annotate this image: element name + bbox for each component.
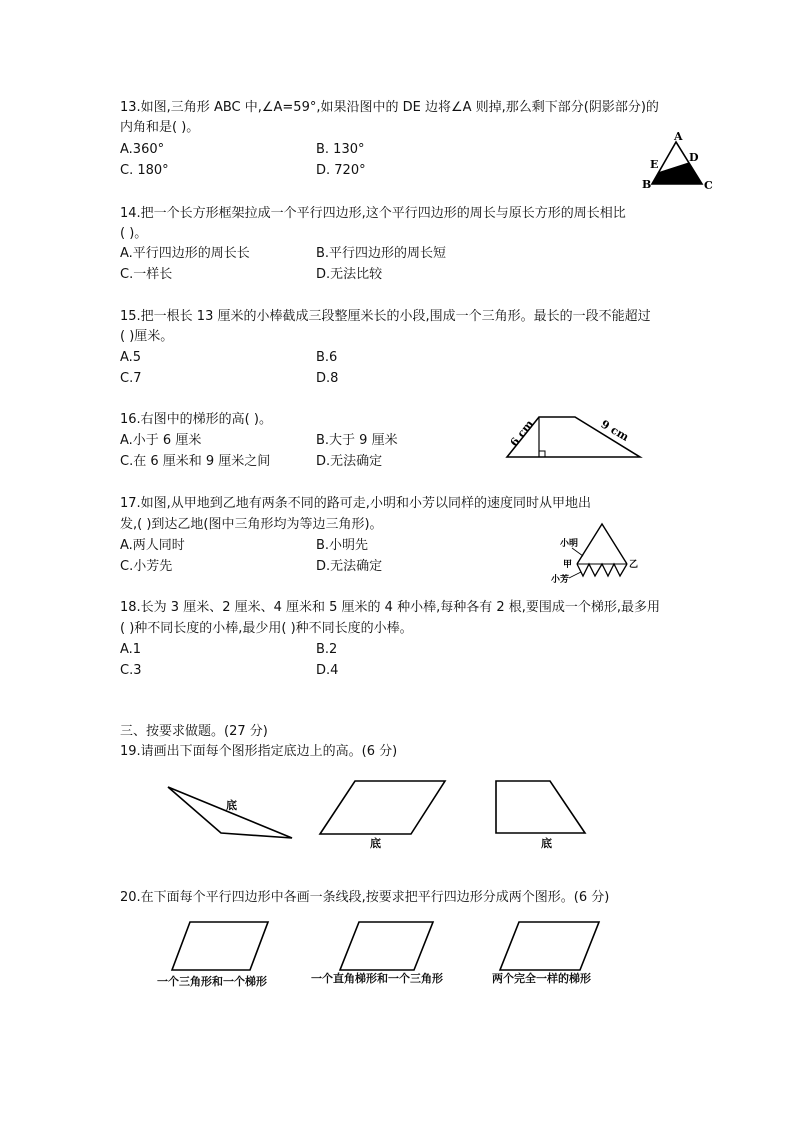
q19-base-label-2: 底 bbox=[370, 837, 381, 850]
q15-option-d: D.8 bbox=[316, 371, 339, 386]
q20-caption-3: 两个完全一样的梯形 bbox=[492, 972, 591, 985]
q15-option-b: B.6 bbox=[316, 350, 338, 365]
q17-label-jia: 甲 bbox=[563, 560, 573, 570]
q19-base-label-3: 底 bbox=[541, 837, 552, 850]
q19-stem: 19.请画出下面每个图形指定底边上的高。(6 分) bbox=[120, 744, 398, 759]
q17-label-xiaofang: 小芳 bbox=[551, 575, 570, 585]
q14-stem-line1: 14.把一个长方形框架拉成一个平行四边形,这个平行四边形的周长与原长方形的周长相比 bbox=[120, 206, 626, 221]
q18-option-a: A.1 bbox=[120, 642, 142, 657]
q16-option-a: A.小于 6 厘米 bbox=[120, 433, 202, 448]
q13-label-e: E bbox=[650, 158, 659, 171]
q16-label-6cm: 6 cm bbox=[507, 417, 537, 450]
q15-stem-line1: 15.把一根长 13 厘米的小棒截成三段整厘米长的小段,围成一个三角形。最长的一段不能超过 bbox=[120, 309, 651, 324]
q13-option-d: D. 720° bbox=[316, 163, 366, 178]
q20-caption-2: 一个直角梯形和一个三角形 bbox=[311, 972, 443, 985]
q17-option-a: A.两人同时 bbox=[120, 538, 185, 553]
q19-base-label-1: 底 bbox=[226, 799, 237, 812]
q16-option-c: C.在 6 厘米和 9 厘米之间 bbox=[120, 454, 271, 469]
q13-option-a: A.360° bbox=[120, 142, 165, 157]
q13-stem-line1: 13.如图,三角形 ABC 中,∠A=59°,如果沿图中的 DE 边将∠A 则掉,那么剩下部分(阴影部分)的 bbox=[120, 100, 659, 115]
q17-option-c: C.小芳先 bbox=[120, 559, 173, 574]
q15-option-c: C.7 bbox=[120, 371, 142, 386]
q14-option-b: B.平行四边形的周长短 bbox=[316, 246, 447, 261]
q17-label-yi: 乙 bbox=[629, 560, 639, 570]
q19-figures bbox=[155, 778, 645, 850]
q15-option-a: A.5 bbox=[120, 350, 142, 365]
q20-stem: 20.在下面每个平行四边形中各画一条线段,按要求把平行四边形分成两个图形。(6 分) bbox=[120, 890, 610, 905]
q16-option-d: D.无法确定 bbox=[316, 454, 383, 469]
q16-option-b: B.大于 9 厘米 bbox=[316, 433, 398, 448]
q13-label-a: A bbox=[674, 130, 683, 143]
q14-stem-line2: ( )。 bbox=[120, 226, 148, 241]
q16-label-9cm: 9 cm bbox=[598, 417, 631, 444]
q13-label-b: B bbox=[642, 178, 652, 191]
q18-stem-line1: 18.长为 3 厘米、2 厘米、4 厘米和 5 厘米的 4 种小棒,每种各有 2 根,要围成一个梯形,最多用 bbox=[120, 600, 661, 615]
q17-stem-line2: 发,( )到达乙地(图中三角形均为等边三角形)。 bbox=[120, 517, 383, 532]
q15-stem-line2: ( )厘米。 bbox=[120, 329, 174, 344]
q13-option-c: C. 180° bbox=[120, 163, 169, 178]
q14-option-d: D.无法比较 bbox=[316, 267, 383, 282]
q16-stem: 16.右图中的梯形的高( )。 bbox=[120, 412, 272, 427]
q17-option-d: D.无法确定 bbox=[316, 559, 383, 574]
q13-label-c: C bbox=[704, 179, 713, 192]
q13-option-b: B. 130° bbox=[316, 142, 365, 157]
q18-option-d: D.4 bbox=[316, 663, 339, 678]
q14-option-a: A.平行四边形的周长长 bbox=[120, 246, 250, 261]
q13-stem-line2: 内角和是( )。 bbox=[120, 120, 200, 135]
q17-option-b: B.小明先 bbox=[316, 538, 369, 553]
q20-caption-1: 一个三角形和一个梯形 bbox=[157, 975, 267, 988]
q13-label-d: D bbox=[689, 151, 699, 164]
q17-label-xiaoming: 小明 bbox=[560, 539, 579, 549]
section3-heading: 三、按要求做题。(27 分) bbox=[120, 724, 268, 739]
q18-stem-line2: ( )种不同长度的小棒,最少用( )种不同长度的小棒。 bbox=[120, 621, 413, 636]
q18-option-c: C.3 bbox=[120, 663, 142, 678]
q14-option-c: C.一样长 bbox=[120, 267, 173, 282]
q16-trapezoid-figure bbox=[500, 410, 645, 466]
q18-option-b: B.2 bbox=[316, 642, 338, 657]
q13-triangle-figure bbox=[640, 130, 720, 192]
q17-stem-line1: 17.如图,从甲地到乙地有两条不同的路可走,小明和小芳以同样的速度同时从甲地出 bbox=[120, 496, 591, 511]
q17-path-figure bbox=[545, 516, 640, 590]
